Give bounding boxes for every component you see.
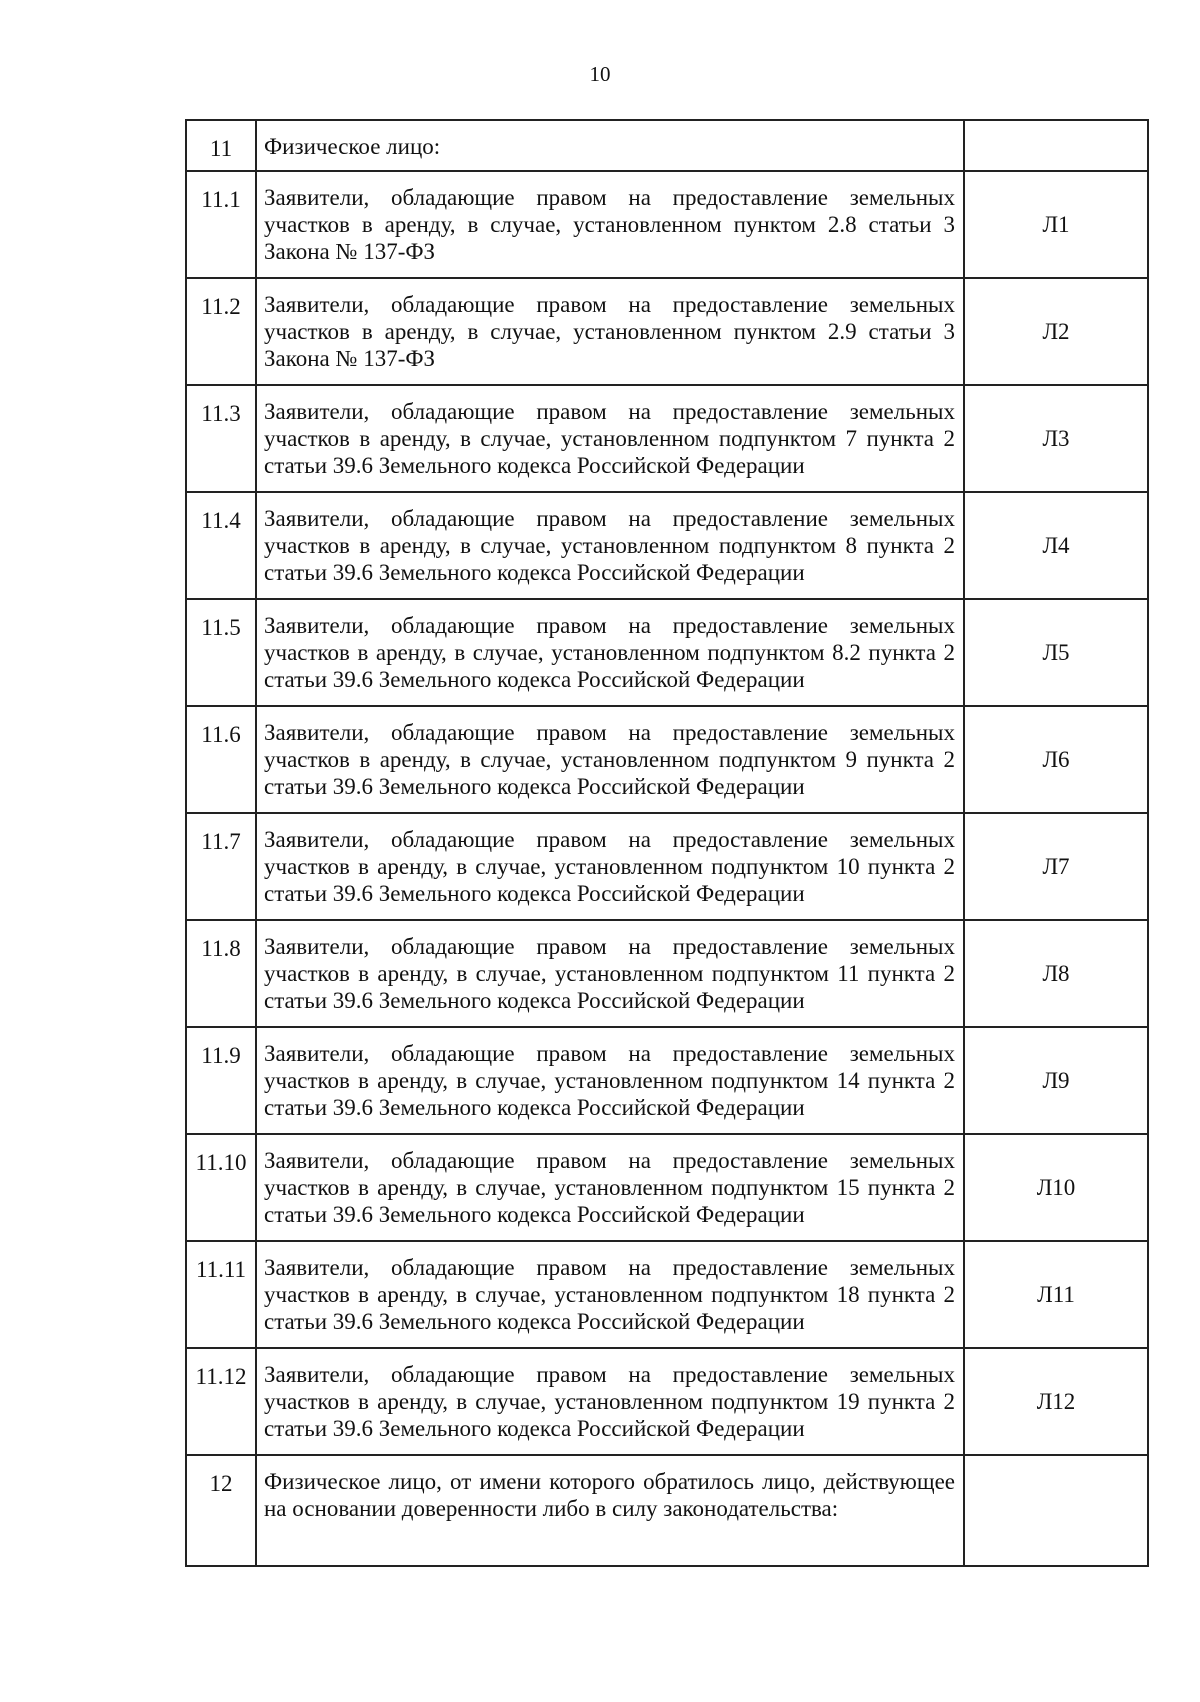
row-description: Заявители, обладающие правом на предоставление земельных участков в аренду, в случае, установленном подпунктом 15 пункта 2 статьи 39.6 Земельного кодекса Российской Федерации — [256, 1134, 964, 1241]
row-number: 12 — [186, 1455, 256, 1566]
row-code: Л6 — [964, 706, 1148, 813]
row-code: Л7 — [964, 813, 1148, 920]
row-code: Л10 — [964, 1134, 1148, 1241]
row-description: Физическое лицо, от имени которого обратилось лицо, действующее на основании доверенности либо в силу законодательства: — [256, 1455, 964, 1566]
row-code: Л9 — [964, 1027, 1148, 1134]
table-row — [186, 1134, 1148, 1241]
row-code — [964, 1455, 1148, 1566]
table-row — [186, 1348, 1148, 1455]
row-code: Л8 — [964, 920, 1148, 1027]
page-number: 10 — [589, 62, 611, 86]
row-number: 11.10 — [186, 1134, 256, 1241]
row-code: Л11 — [964, 1241, 1148, 1348]
table-row — [186, 1241, 1148, 1348]
table-row — [186, 492, 1148, 599]
table-row — [186, 1455, 1148, 1566]
table-row — [186, 120, 1148, 171]
row-description: Заявители, обладающие правом на предоставление земельных участков в аренду, в случае, установленном подпунктом 14 пункта 2 статьи 39.6 Земельного кодекса Российской Федерации — [256, 1027, 964, 1134]
row-code: Л4 — [964, 492, 1148, 599]
row-description: Заявители, обладающие правом на предоставление земельных участков в аренду, в случае, установленном подпунктом 10 пункта 2 статьи 39.6 Земельного кодекса Российской Федерации — [256, 813, 964, 920]
table-row — [186, 278, 1148, 385]
row-description: Заявители, обладающие правом на предоставление земельных участков в аренду, в случае, установленном подпунктом 19 пункта 2 статьи 39.6 Земельного кодекса Российской Федерации — [256, 1348, 964, 1455]
row-code: Л1 — [964, 171, 1148, 278]
row-number: 11.12 — [186, 1348, 256, 1455]
row-code: Л5 — [964, 599, 1148, 706]
row-number: 11.1 — [186, 171, 256, 278]
row-number: 11.11 — [186, 1241, 256, 1348]
table-row — [186, 599, 1148, 706]
row-number: 11.5 — [186, 599, 256, 706]
row-number: 11.9 — [186, 1027, 256, 1134]
row-number: 11 — [186, 120, 256, 171]
table-row — [186, 706, 1148, 813]
table-row — [186, 385, 1148, 492]
row-number: 11.3 — [186, 385, 256, 492]
applicant-table — [185, 119, 1149, 1567]
row-code: Л2 — [964, 278, 1148, 385]
row-code: Л3 — [964, 385, 1148, 492]
row-description: Физическое лицо: — [256, 120, 964, 171]
row-description: Заявители, обладающие правом на предоставление земельных участков в аренду, в случае, установленном подпунктом 7 пункта 2 статьи 39.6 Земельного кодекса Российской Федерации — [256, 385, 964, 492]
row-description: Заявители, обладающие правом на предоставление земельных участков в аренду, в случае, установленном пунктом 2.8 статьи 3 Закона № 137-ФЗ — [256, 171, 964, 278]
row-description: Заявители, обладающие правом на предоставление земельных участков в аренду, в случае, установленном подпунктом 18 пункта 2 статьи 39.6 Земельного кодекса Российской Федерации — [256, 1241, 964, 1348]
row-description: Заявители, обладающие правом на предоставление земельных участков в аренду, в случае, установленном подпунктом 11 пункта 2 статьи 39.6 Земельного кодекса Российской Федерации — [256, 920, 964, 1027]
row-code — [964, 120, 1148, 171]
row-description: Заявители, обладающие правом на предоставление земельных участков в аренду, в случае, установленном подпунктом 9 пункта 2 статьи 39.6 Земельного кодекса Российской Федерации — [256, 706, 964, 813]
table-row — [186, 813, 1148, 920]
table-row — [186, 1027, 1148, 1134]
row-code: Л12 — [964, 1348, 1148, 1455]
row-number: 11.8 — [186, 920, 256, 1027]
row-number: 11.4 — [186, 492, 256, 599]
row-description: Заявители, обладающие правом на предоставление земельных участков в аренду, в случае, установленном пунктом 2.9 статьи 3 Закона № 137-ФЗ — [256, 278, 964, 385]
row-number: 11.7 — [186, 813, 256, 920]
row-description: Заявители, обладающие правом на предоставление земельных участков в аренду, в случае, установленном подпунктом 8 пункта 2 статьи 39.6 Земельного кодекса Российской Федерации — [256, 492, 964, 599]
table-row — [186, 171, 1148, 278]
row-description: Заявители, обладающие правом на предоставление земельных участков в аренду, в случае, установленном подпунктом 8.2 пункта 2 статьи 39.6 Земельного кодекса Российской Федерации — [256, 599, 964, 706]
row-number: 11.2 — [186, 278, 256, 385]
table-row — [186, 920, 1148, 1027]
row-number: 11.6 — [186, 706, 256, 813]
